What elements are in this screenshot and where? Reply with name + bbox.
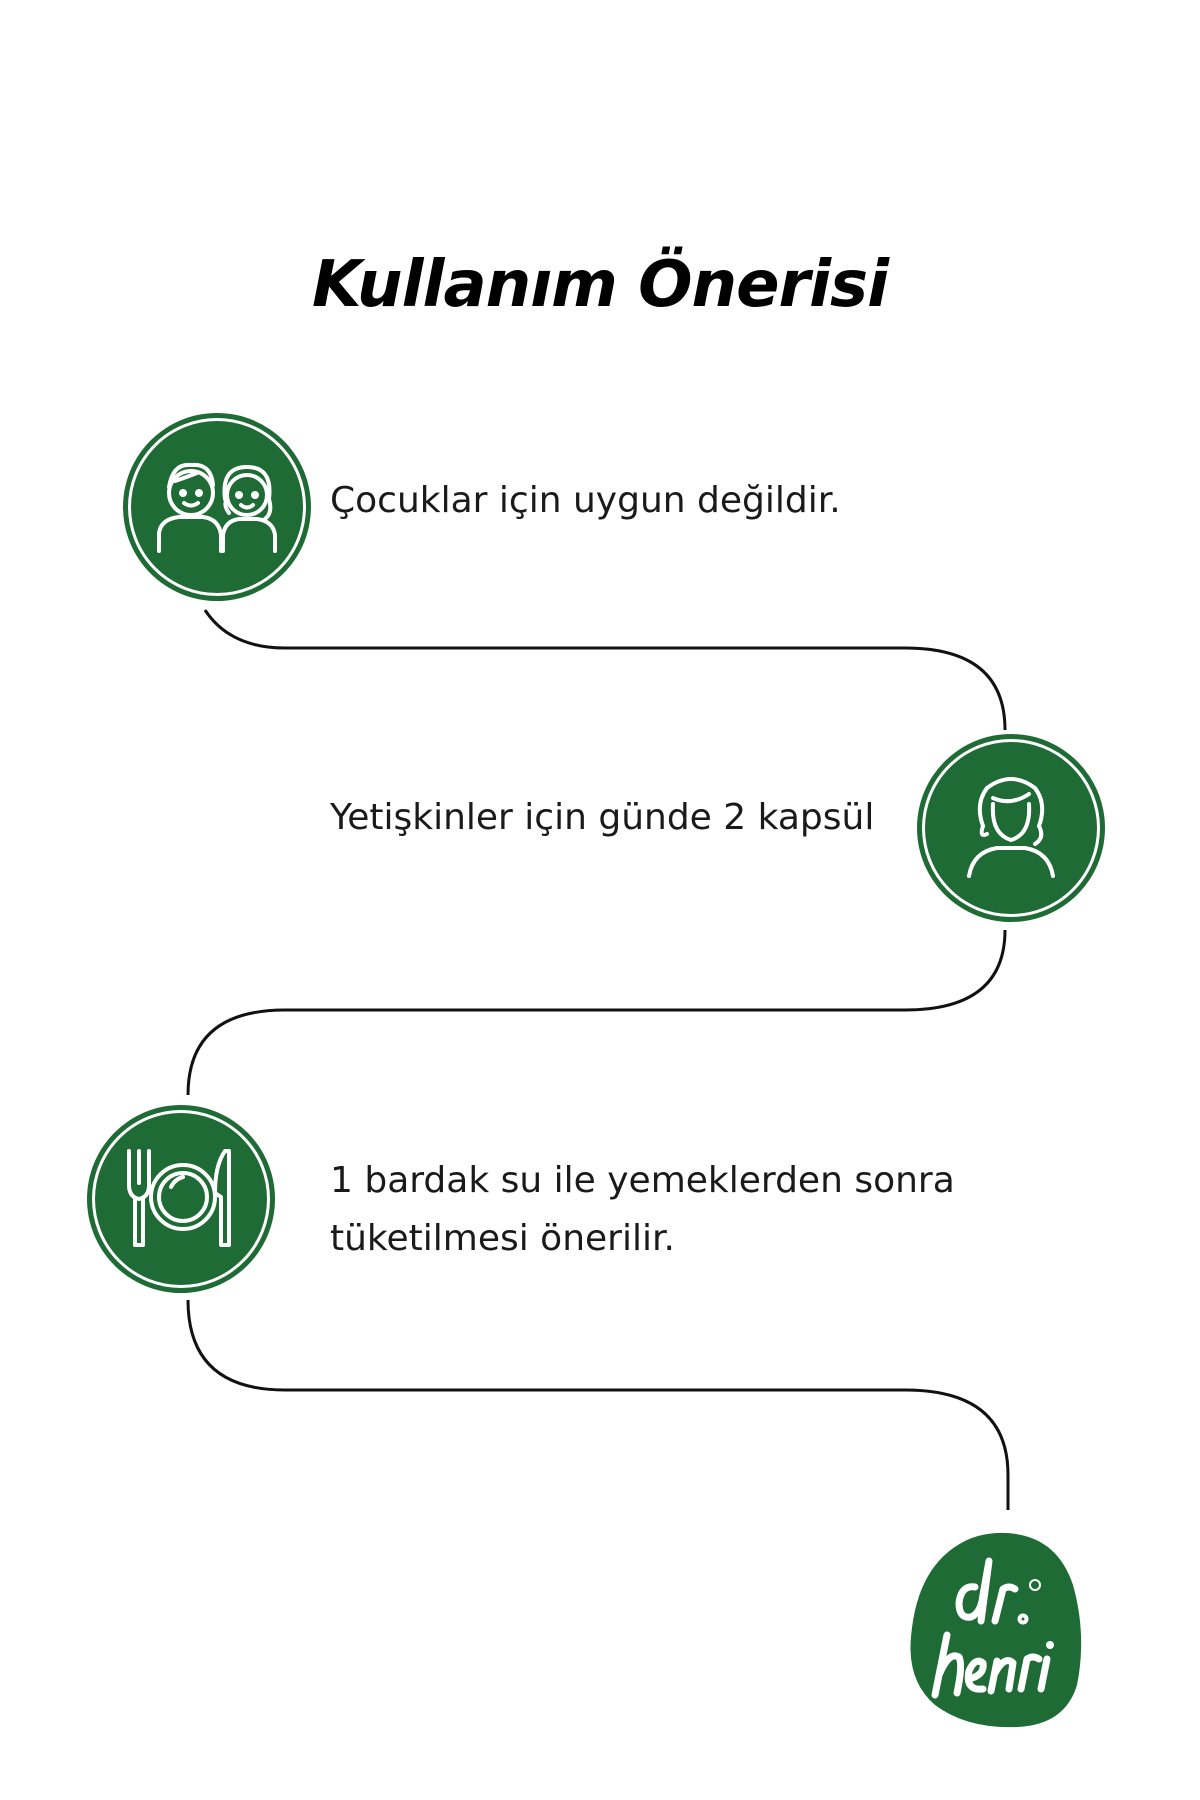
step-3-text-line1: 1 bardak su ile yemeklerden sonra — [330, 1160, 955, 1201]
step-2-badge — [917, 734, 1105, 922]
step-3-badge — [87, 1105, 275, 1293]
step-1-badge — [123, 413, 311, 601]
children-icon — [123, 413, 311, 601]
step-1-text: Çocuklar için uygun değildir. — [330, 480, 841, 521]
step-3-text — [330, 1152, 955, 1268]
page-title: Kullanım Önerisi — [311, 248, 889, 322]
plate-cutlery-icon — [87, 1105, 275, 1293]
dr-henri-logo — [905, 1525, 1085, 1730]
step-3-text-line2: tüketilmesi önerilir. — [330, 1218, 675, 1259]
step-2-text: Yetişkinler için günde 2 kapsül — [330, 797, 875, 838]
woman-icon — [917, 734, 1105, 922]
